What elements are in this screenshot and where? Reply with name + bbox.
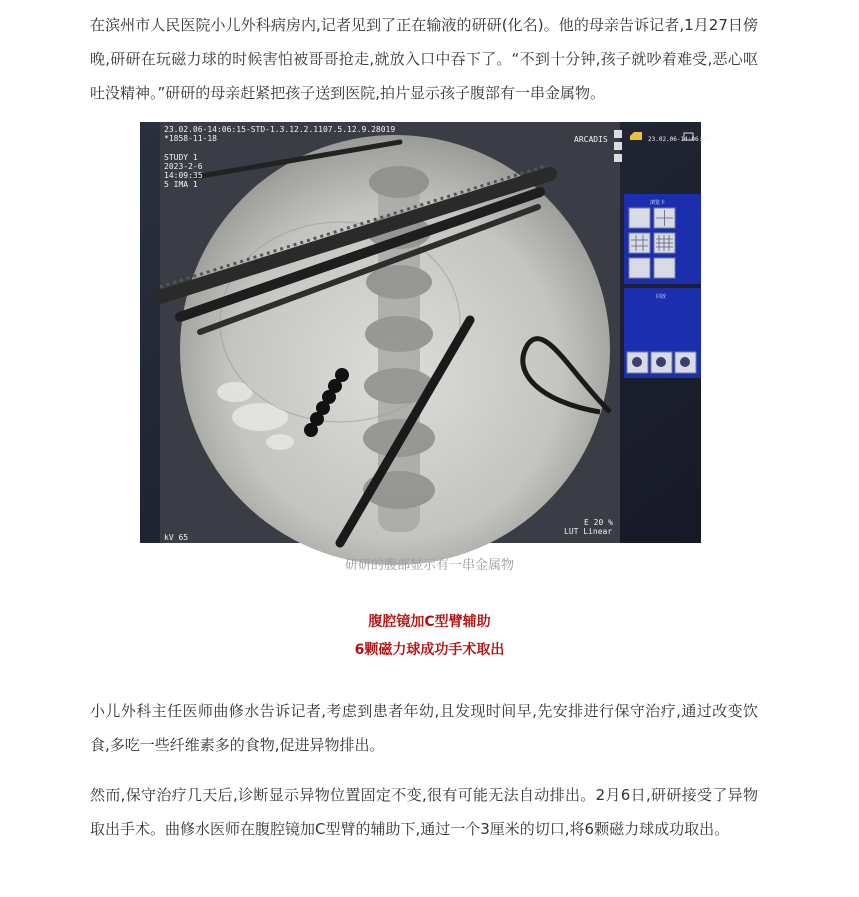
overlay-date: 2023-2-6 bbox=[164, 162, 203, 171]
treatment-paragraph: 小儿外科主任医师曲修水告诉记者,考虑到患者年幼,且发现时间早,先安排进行保守治疗,通过改变饮食,多吃一些纤维素多的食物,促进异物排出。 bbox=[90, 702, 758, 754]
section-heading-line-1: 腹腔镜加C型臂辅助 bbox=[368, 614, 491, 630]
intro-paragraph: 在滨州市人民医院小儿外科病房内,记者见到了正在输液的研研(化名)。他的母亲告诉记者,1月27日傍晚,研研在玩磁力球的时候害怕被哥哥抢走,就放入口中吞下了。“不到十分钟,孩子就吵着难受,恶心呕吐没精神。”研研的母亲赶紧把孩子送到医院,拍片显示孩子腹部有一串金属物。 bbox=[90, 16, 758, 102]
overlay-time: 14:09:35 bbox=[164, 171, 203, 180]
overlay-birth-date: *1858-11-18 bbox=[164, 134, 217, 143]
panel-title-1: 浏览卡 bbox=[650, 200, 666, 206]
layout-1x1-icon[interactable] bbox=[629, 208, 650, 228]
overlay-study: STUDY 1 bbox=[164, 153, 198, 162]
overlay-device: ARCADIS bbox=[574, 135, 608, 144]
xray-monitor-image bbox=[140, 122, 710, 543]
layout-3x3-icon[interactable] bbox=[629, 233, 650, 253]
overlay-image-no: 5 IMA 1 bbox=[164, 180, 198, 189]
section-heading-line-2: 6颗磁力球成功手术取出 bbox=[354, 642, 505, 658]
panel-title-2: 回放 bbox=[656, 294, 667, 300]
overlay-header-id: 23.02.06-14:06:15-STD-1.3.12.2.1107.5.12.9.28019 bbox=[164, 125, 396, 134]
overlay-exposure: E 20 % bbox=[584, 518, 613, 527]
xray-photo bbox=[140, 122, 710, 543]
overlay-lut: LUT Linear bbox=[564, 527, 613, 536]
overlay-folder-label: 23.02.06-14:06:15 bbox=[648, 136, 710, 143]
layout-single-icon[interactable] bbox=[654, 258, 675, 278]
layout-compare-icon[interactable] bbox=[629, 258, 650, 278]
overlay-kv: kV 65 bbox=[164, 533, 189, 542]
surgery-paragraph: 然而,保守治疗几天后,诊断显示异物位置固定不变,很有可能无法自动排出。2月6日,研研接受了异物取出手术。曲修水医师在腹腔镜加C型臂的辅助下,通过一个3厘米的切口,将6颗磁力球成功取出。 bbox=[90, 786, 758, 838]
figure-caption: 研研的腹部显示有一串金属物 bbox=[344, 558, 514, 573]
